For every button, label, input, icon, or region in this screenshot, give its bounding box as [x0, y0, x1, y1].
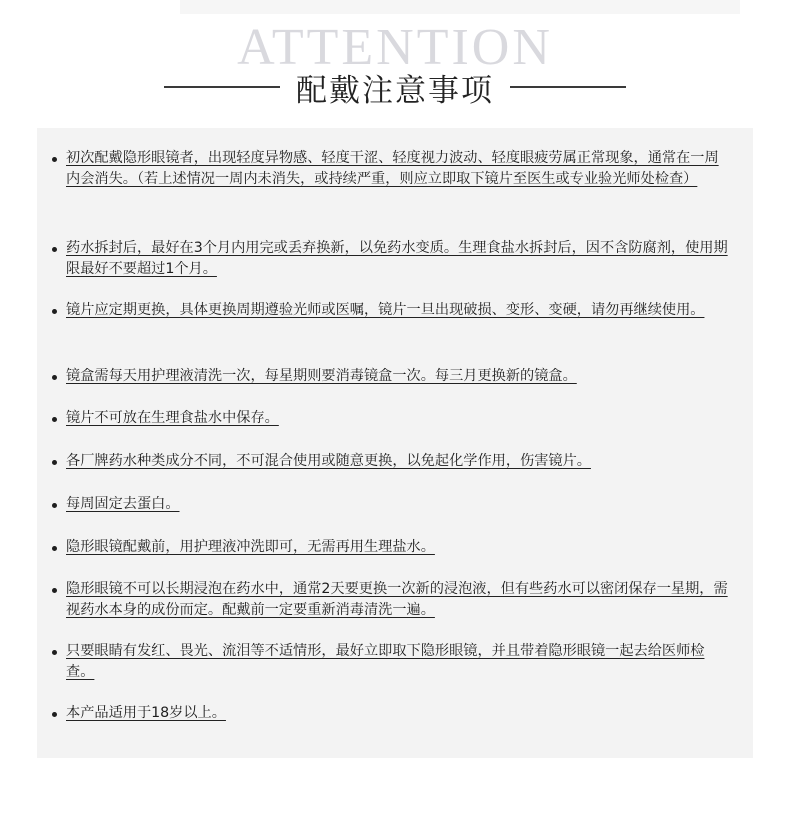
list-item [52, 408, 279, 429]
note-text: 镜片应定期更换，具体更换周期遵验光师或医嘱，镜片一旦出现破损、变形、变硬，请勿再继续使用。 [66, 302, 705, 318]
bullet-icon [52, 309, 57, 314]
top-strip [180, 0, 740, 14]
list-item [52, 148, 732, 190]
list-item [52, 579, 732, 621]
note-text: 药水拆封后，最好在3个月内用完或丢弃换新，以免药水变质。生理食盐水拆封后，因不含防腐剂，使用期限最好不要超过1个月。 [66, 240, 728, 277]
bullet-icon [52, 417, 57, 422]
right-rule [510, 86, 626, 88]
note-text: 隐形眼镜配戴前，用护理液冲洗即可，无需再用生理盐水。 [66, 539, 435, 555]
page-title: 配戴注意事项 [296, 72, 494, 109]
note-text: 每周固定去蛋白。 [66, 496, 180, 512]
note-text: 本产品适用于18岁以上。 [66, 705, 226, 721]
bullet-icon [52, 546, 57, 551]
note-text: 初次配戴隐形眼镜者，出现轻度异物感、轻度干涩、轻度视力波动、轻度眼疲劳属正常现象，通常在一周内会消失。（若上述情况一周内未消失，或持续严重，则应立即取下镜片至医生或专业验光师处检查） [66, 150, 719, 187]
bullet-icon [52, 247, 57, 252]
bullet-icon [52, 588, 57, 593]
attention-watermark: ATTENTION [237, 19, 553, 76]
bullet-icon [52, 650, 57, 655]
list-item [52, 641, 732, 683]
note-text: 隐形眼镜不可以长期浸泡在药水中，通常2天要更换一次新的浸泡液，但有些药水可以密闭保存一星期，需视药水本身的成份而定。配戴前一定要重新消毒清洗一遍。 [66, 581, 728, 618]
bullet-icon [52, 375, 57, 380]
list-item [52, 494, 180, 515]
bullet-icon [52, 503, 57, 508]
bullet-icon [52, 460, 57, 465]
list-item [52, 300, 704, 321]
heading-row [0, 62, 790, 112]
left-rule [164, 86, 280, 88]
list-item [52, 238, 732, 280]
list-item [52, 451, 591, 472]
note-text: 只要眼睛有发红、畏光、流泪等不适情形，最好立即取下隐形眼镜，并且带着隐形眼镜一起去给医师检查。 [66, 643, 705, 680]
bullet-icon [52, 712, 57, 717]
note-text: 镜片不可放在生理食盐水中保存。 [66, 410, 279, 426]
list-item [52, 703, 226, 724]
bullet-icon [52, 157, 57, 162]
list-item [52, 537, 435, 558]
note-text: 各厂牌药水种类成分不同，不可混合使用或随意更换，以免起化学作用，伤害镜片。 [66, 453, 591, 469]
list-item [52, 366, 577, 387]
note-text: 镜盒需每天用护理液清洗一次，每星期则要消毒镜盒一次。每三月更换新的镜盒。 [66, 368, 577, 384]
